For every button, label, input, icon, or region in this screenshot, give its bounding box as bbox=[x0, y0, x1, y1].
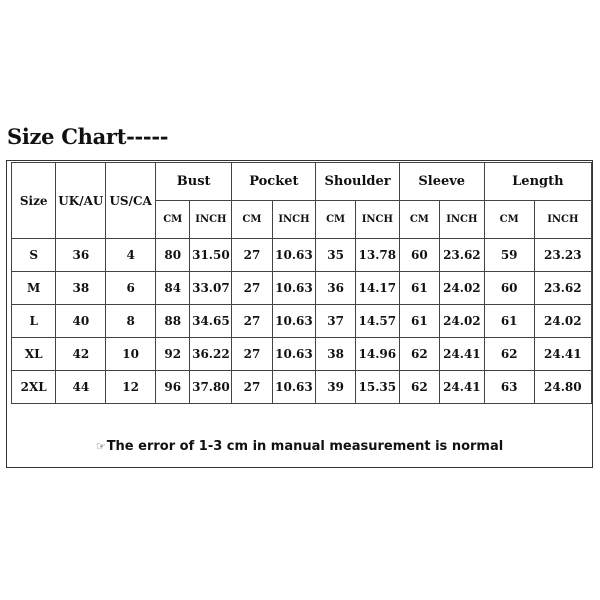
measurement-cell: 37 bbox=[316, 305, 356, 338]
measurement-cell: 23.62 bbox=[439, 239, 484, 272]
unit-header-cm: CM bbox=[399, 201, 439, 239]
measurement-cell: 63 bbox=[484, 371, 534, 404]
table-row bbox=[12, 272, 592, 305]
measurement-note-text: The error of 1-3 cm in manual measurement is normal bbox=[106, 439, 504, 454]
measurement-cell: 92 bbox=[156, 338, 190, 371]
bust-header: Bust bbox=[156, 163, 232, 201]
measurement-cell: 24.02 bbox=[534, 305, 591, 338]
measurement-cell: 34.65 bbox=[190, 305, 232, 338]
measurement-cell: 35 bbox=[316, 239, 356, 272]
us-ca-cell: 8 bbox=[106, 305, 156, 338]
measurement-cell: 24.02 bbox=[439, 305, 484, 338]
size-cell: M bbox=[12, 272, 56, 305]
measurement-cell: 24.41 bbox=[439, 338, 484, 371]
measurement-cell: 23.62 bbox=[534, 272, 591, 305]
us-ca-cell: 10 bbox=[106, 338, 156, 371]
measurement-cell: 15.35 bbox=[355, 371, 399, 404]
shoulder-header: Shoulder bbox=[316, 163, 399, 201]
uk-au-cell: 36 bbox=[56, 239, 106, 272]
measurement-cell: 24.80 bbox=[534, 371, 591, 404]
measurement-cell: 10.63 bbox=[272, 272, 316, 305]
measurement-cell: 24.41 bbox=[534, 338, 591, 371]
table-header-row bbox=[12, 163, 592, 201]
measurement-cell: 61 bbox=[399, 305, 439, 338]
measurement-cell: 14.17 bbox=[355, 272, 399, 305]
measurement-cell: 36 bbox=[316, 272, 356, 305]
measurement-cell: 38 bbox=[316, 338, 356, 371]
measurement-cell: 84 bbox=[156, 272, 190, 305]
measurement-cell: 14.96 bbox=[355, 338, 399, 371]
measurement-cell: 24.02 bbox=[439, 272, 484, 305]
size-table bbox=[11, 162, 592, 404]
table-row bbox=[12, 305, 592, 338]
uk-au-cell: 44 bbox=[56, 371, 106, 404]
pocket-header: Pocket bbox=[232, 163, 316, 201]
unit-header-cm: CM bbox=[232, 201, 272, 239]
measurement-cell: 96 bbox=[156, 371, 190, 404]
measurement-cell: 10.63 bbox=[272, 239, 316, 272]
measurement-note bbox=[7, 439, 592, 454]
unit-header-inch: INCH bbox=[534, 201, 591, 239]
sleeve-header: Sleeve bbox=[399, 163, 484, 201]
uk-au-header: UK/AU bbox=[56, 163, 106, 239]
length-header: Length bbox=[484, 163, 591, 201]
table-row bbox=[12, 239, 592, 272]
us-ca-cell: 4 bbox=[106, 239, 156, 272]
unit-header-cm: CM bbox=[484, 201, 534, 239]
measurement-cell: 60 bbox=[484, 272, 534, 305]
size-chart-title: Size Chart----- bbox=[7, 124, 169, 149]
measurement-cell: 27 bbox=[232, 305, 272, 338]
size-cell: 2XL bbox=[12, 371, 56, 404]
pointing-hand-icon: ☞ bbox=[95, 440, 106, 453]
measurement-cell: 61 bbox=[484, 305, 534, 338]
us-ca-header: US/CA bbox=[106, 163, 156, 239]
table-row bbox=[12, 338, 592, 371]
uk-au-cell: 42 bbox=[56, 338, 106, 371]
unit-header-cm: CM bbox=[316, 201, 356, 239]
measurement-cell: 10.63 bbox=[272, 338, 316, 371]
us-ca-cell: 12 bbox=[106, 371, 156, 404]
measurement-cell: 27 bbox=[232, 239, 272, 272]
measurement-cell: 31.50 bbox=[190, 239, 232, 272]
size-cell: L bbox=[12, 305, 56, 338]
unit-header-inch: INCH bbox=[190, 201, 232, 239]
measurement-cell: 61 bbox=[399, 272, 439, 305]
measurement-cell: 14.57 bbox=[355, 305, 399, 338]
uk-au-cell: 40 bbox=[56, 305, 106, 338]
measurement-cell: 37.80 bbox=[190, 371, 232, 404]
measurement-cell: 27 bbox=[232, 338, 272, 371]
unit-header-inch: INCH bbox=[355, 201, 399, 239]
unit-header-cm: CM bbox=[156, 201, 190, 239]
measurement-cell: 24.41 bbox=[439, 371, 484, 404]
measurement-cell: 62 bbox=[399, 371, 439, 404]
measurement-cell: 36.22 bbox=[190, 338, 232, 371]
measurement-cell: 27 bbox=[232, 371, 272, 404]
size-header: Size bbox=[12, 163, 56, 239]
measurement-cell: 10.63 bbox=[272, 371, 316, 404]
size-table-body bbox=[12, 239, 592, 404]
unit-header-inch: INCH bbox=[272, 201, 316, 239]
measurement-cell: 39 bbox=[316, 371, 356, 404]
measurement-cell: 13.78 bbox=[355, 239, 399, 272]
measurement-cell: 88 bbox=[156, 305, 190, 338]
measurement-cell: 62 bbox=[484, 338, 534, 371]
measurement-cell: 23.23 bbox=[534, 239, 591, 272]
size-cell: XL bbox=[12, 338, 56, 371]
measurement-cell: 27 bbox=[232, 272, 272, 305]
measurement-cell: 60 bbox=[399, 239, 439, 272]
measurement-cell: 10.63 bbox=[272, 305, 316, 338]
unit-header-inch: INCH bbox=[439, 201, 484, 239]
measurement-cell: 59 bbox=[484, 239, 534, 272]
measurement-cell: 80 bbox=[156, 239, 190, 272]
measurement-cell: 33.07 bbox=[190, 272, 232, 305]
uk-au-cell: 38 bbox=[56, 272, 106, 305]
measurement-cell: 62 bbox=[399, 338, 439, 371]
size-chart-panel bbox=[6, 160, 593, 468]
us-ca-cell: 6 bbox=[106, 272, 156, 305]
size-cell: S bbox=[12, 239, 56, 272]
table-row bbox=[12, 371, 592, 404]
